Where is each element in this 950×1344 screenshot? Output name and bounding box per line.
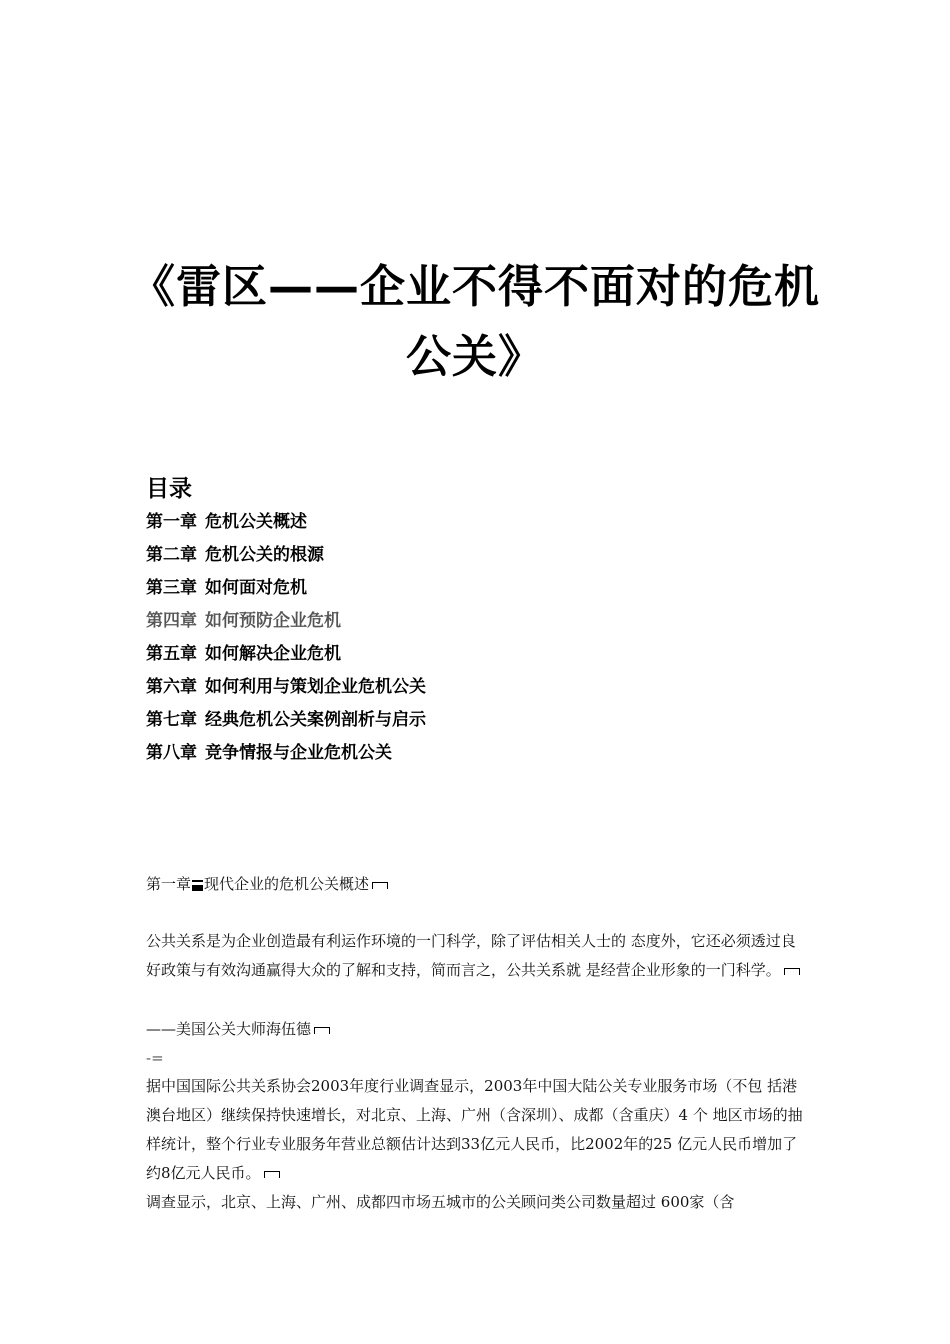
toc-item-title: 危机公关概述: [205, 512, 307, 532]
toc-item-number: 第七章: [146, 710, 197, 730]
stray-mark: -=: [146, 1049, 164, 1067]
paragraph-text: 公共关系是为企业创造最有利运作环境的一门科学，除了评估相关人士的 态度外，它还必须透过良好政策与有效沟通赢得大众的了解和支持，简而言之，公共关系就 是经营企业形象的一门科学。: [146, 932, 796, 979]
toc-heading: 目录: [146, 476, 192, 502]
chapter-heading: [146, 870, 810, 899]
toc-item[interactable]: [146, 673, 426, 706]
toc-item-title: 竞争情报与企业危机公关: [205, 743, 392, 763]
paragraph-text: 调查显示，北京、上海、广州、成都四市场五城市的公关顾问类公司数量超过 600家（含: [146, 1193, 735, 1211]
paragraph-mark-icon: [784, 968, 800, 975]
title-line-1: 《雷区——企业不得不面对的危机: [129, 260, 820, 313]
toc-item-title: 如何利用与策划企业危机公关: [205, 677, 426, 697]
toc-item-number: 第五章: [146, 644, 197, 664]
toc-item[interactable]: [146, 574, 426, 607]
toc-item[interactable]: [146, 508, 426, 541]
table-of-contents: [146, 508, 426, 772]
toc-item-number: 第二章: [146, 545, 197, 565]
document-title: [0, 252, 950, 392]
toc-item-number: 第八章: [146, 743, 197, 763]
toc-item[interactable]: [146, 739, 426, 772]
chapter-number: 第一章: [146, 875, 192, 893]
paragraph: [146, 927, 810, 985]
section-marker-icon: [192, 880, 203, 891]
toc-item-title: 危机公关的根源: [205, 545, 324, 565]
quote-text: ——美国公关大师海伍德: [146, 1020, 312, 1038]
toc-item[interactable]: [146, 607, 426, 640]
quote-attribution: [146, 1015, 810, 1044]
toc-item-number: 第三章: [146, 578, 197, 598]
toc-item-number: 第一章: [146, 512, 197, 532]
toc-item-title: 如何面对危机: [205, 578, 307, 598]
toc-item-number: 第六章: [146, 677, 197, 697]
toc-item-number: 第四章: [146, 611, 197, 631]
paragraph-text: 据中国国际公共关系协会2003年度行业调查显示，2003年中国大陆公关专业服务市场（不包 括港澳台地区）继续保持快速增长，对北京、上海、广州（含深圳）、成都（含重庆）4 个 地区市场的抽样统计，整个行业专业服务年营业总额估计达到33亿元人民币，比2002年的25 亿元人民币增加了约8亿元人民币。: [146, 1077, 803, 1182]
toc-item[interactable]: [146, 640, 426, 673]
paragraph: [146, 1188, 810, 1217]
toc-item[interactable]: [146, 541, 426, 574]
toc-item-title: 如何解决企业危机: [205, 644, 341, 664]
chapter-title: 现代企业的危机公关概述: [204, 875, 370, 893]
toc-item-title: 如何预防企业危机: [205, 611, 341, 631]
paragraph-mark-icon: [372, 882, 388, 889]
paragraph-mark-icon: [264, 1171, 280, 1178]
paragraph-mark-icon: [314, 1027, 330, 1034]
paragraph: [146, 1072, 810, 1188]
toc-item-title: 经典危机公关案例剖析与启示: [205, 710, 426, 730]
toc-item[interactable]: [146, 706, 426, 739]
title-line-2: 公关》: [405, 330, 544, 383]
